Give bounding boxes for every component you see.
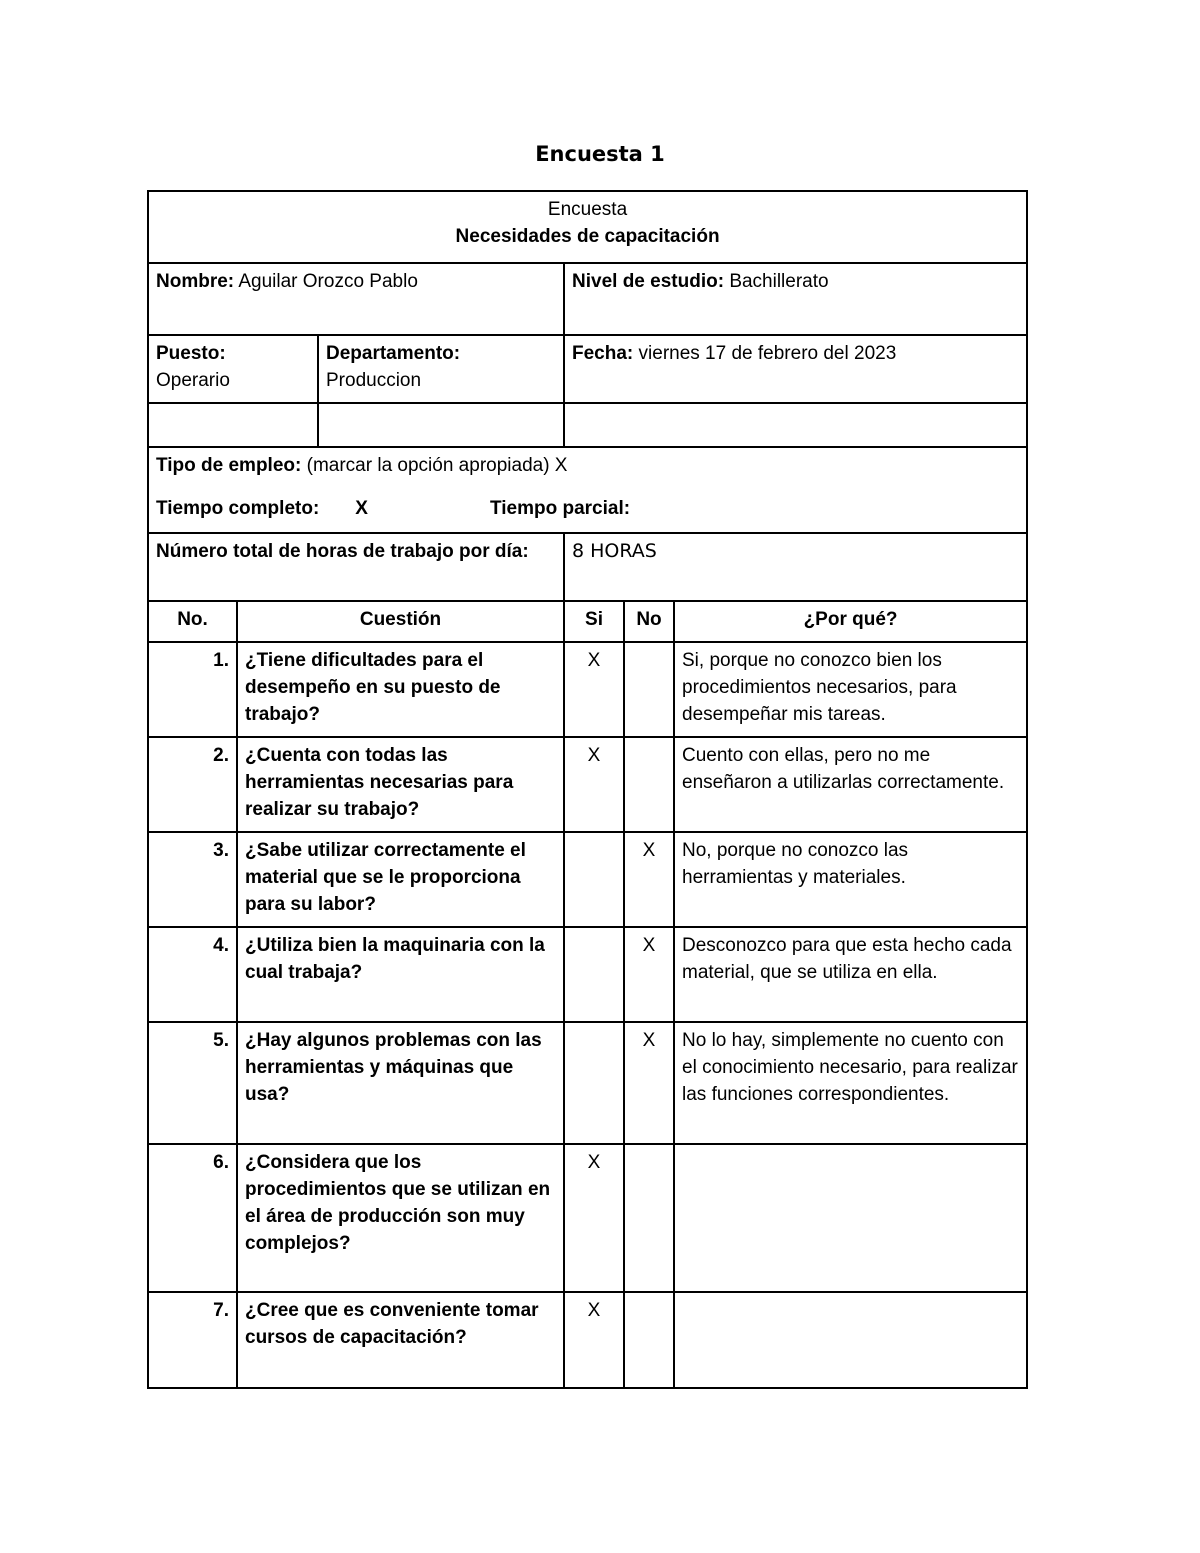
answer-porque: Desconozco para que esta hecho cada material, que se utiliza en ella. xyxy=(674,927,1027,1022)
fecha-label: Fecha: xyxy=(572,343,634,364)
tipo-empleo-label: Tipo de empleo: xyxy=(156,455,302,476)
question-number: 4. xyxy=(148,927,237,1022)
col-header-no-answer: No xyxy=(624,601,674,642)
nombre-row xyxy=(148,263,1027,335)
survey-form xyxy=(147,190,1028,1389)
horas-value: 8 HORAS xyxy=(564,533,1027,601)
answer-si: X xyxy=(564,1144,624,1292)
nombre-label: Nombre: xyxy=(156,271,235,292)
answer-no xyxy=(624,1292,674,1388)
departamento-cell xyxy=(318,335,564,403)
fecha-value: viernes 17 de febrero del 2023 xyxy=(638,343,897,364)
answer-porque: No, porque no conozco las herramientas y materiales. xyxy=(674,832,1027,927)
form-header-line2: Necesidades de capacitación xyxy=(455,226,720,247)
form-header-line1: Encuesta xyxy=(547,199,628,220)
nombre-value: Aguilar Orozco Pablo xyxy=(238,271,418,292)
empty-cell xyxy=(318,403,564,447)
empty-cell xyxy=(148,403,318,447)
column-header-row xyxy=(148,601,1027,642)
answer-porque xyxy=(674,1292,1027,1388)
col-header-cuestion: Cuestión xyxy=(237,601,564,642)
question-text: ¿Sabe utilizar correctamente el material que se le proporciona para su labor? xyxy=(237,832,564,927)
empty-row xyxy=(148,403,1027,447)
answer-si: X xyxy=(564,737,624,832)
puesto-value: Operario xyxy=(156,370,230,391)
puesto-row xyxy=(148,335,1027,403)
nombre-cell xyxy=(148,263,564,335)
answer-porque: Si, porque no conozco bien los procedimientos necesarios, para desempeñar mis tareas. xyxy=(674,642,1027,737)
table-row xyxy=(148,927,1027,1022)
answer-no xyxy=(624,737,674,832)
tiempo-completo-mark: X xyxy=(355,498,368,519)
puesto-label: Puesto: xyxy=(156,343,226,364)
col-header-no: No. xyxy=(148,601,237,642)
departamento-value: Produccion xyxy=(326,370,422,391)
table-row xyxy=(148,1022,1027,1144)
col-header-porque: ¿Por qué? xyxy=(674,601,1027,642)
tiempo-parcial-label: Tiempo parcial: xyxy=(489,498,631,519)
answer-no: X xyxy=(624,1022,674,1144)
answer-no xyxy=(624,1144,674,1292)
tipo-empleo-row xyxy=(148,447,1027,533)
answer-no: X xyxy=(624,832,674,927)
nivel-label: Nivel de estudio: xyxy=(572,271,725,292)
form-header-row xyxy=(148,191,1027,263)
question-number: 6. xyxy=(148,1144,237,1292)
answer-si xyxy=(564,1022,624,1144)
answer-no xyxy=(624,642,674,737)
col-header-si: Si xyxy=(564,601,624,642)
question-number: 1. xyxy=(148,642,237,737)
question-text: ¿Hay algunos problemas con las herramientas y máquinas que usa? xyxy=(237,1022,564,1144)
table-row xyxy=(148,832,1027,927)
answer-porque: Cuento con ellas, pero no me enseñaron a utilizarlas correctamente. xyxy=(674,737,1027,832)
question-text: ¿Considera que los procedimientos que se utilizan en el área de producción son muy complejos? xyxy=(237,1144,564,1292)
puesto-cell xyxy=(148,335,318,403)
tipo-empleo-cell xyxy=(148,447,1027,533)
question-number: 2. xyxy=(148,737,237,832)
question-text: ¿Utiliza bien la maquinaria con la cual trabaja? xyxy=(237,927,564,1022)
fecha-cell xyxy=(564,335,1027,403)
empty-cell xyxy=(564,403,1027,447)
tipo-empleo-note: (marcar la opción apropiada) X xyxy=(306,455,568,476)
answer-si: X xyxy=(564,642,624,737)
answer-si: X xyxy=(564,1292,624,1388)
question-number: 7. xyxy=(148,1292,237,1388)
question-number: 5. xyxy=(148,1022,237,1144)
question-number: 3. xyxy=(148,832,237,927)
answer-si xyxy=(564,832,624,927)
horas-label: Número total de horas de trabajo por día: xyxy=(148,533,564,601)
answer-si xyxy=(564,927,624,1022)
table-row xyxy=(148,642,1027,737)
answer-no: X xyxy=(624,927,674,1022)
question-text: ¿Tiene dificultades para el desempeño en su puesto de trabajo? xyxy=(237,642,564,737)
table-row xyxy=(148,1144,1027,1292)
nivel-value: Bachillerato xyxy=(729,271,829,292)
departamento-label: Departamento: xyxy=(326,343,461,364)
horas-row xyxy=(148,533,1027,601)
nivel-cell xyxy=(564,263,1027,335)
answer-porque: No lo hay, simplemente no cuento con el conocimiento necesario, para realizar las funciones correspondientes. xyxy=(674,1022,1027,1144)
form-header xyxy=(148,191,1027,263)
tiempo-completo-label: Tiempo completo: xyxy=(156,498,320,519)
answer-porque xyxy=(674,1144,1027,1292)
question-text: ¿Cree que es conveniente tomar cursos de capacitación? xyxy=(237,1292,564,1388)
question-text: ¿Cuenta con todas las herramientas necesarias para realizar su trabajo? xyxy=(237,737,564,832)
document-title: Encuesta 1 xyxy=(535,142,665,166)
table-row xyxy=(148,1292,1027,1388)
table-row xyxy=(148,737,1027,832)
